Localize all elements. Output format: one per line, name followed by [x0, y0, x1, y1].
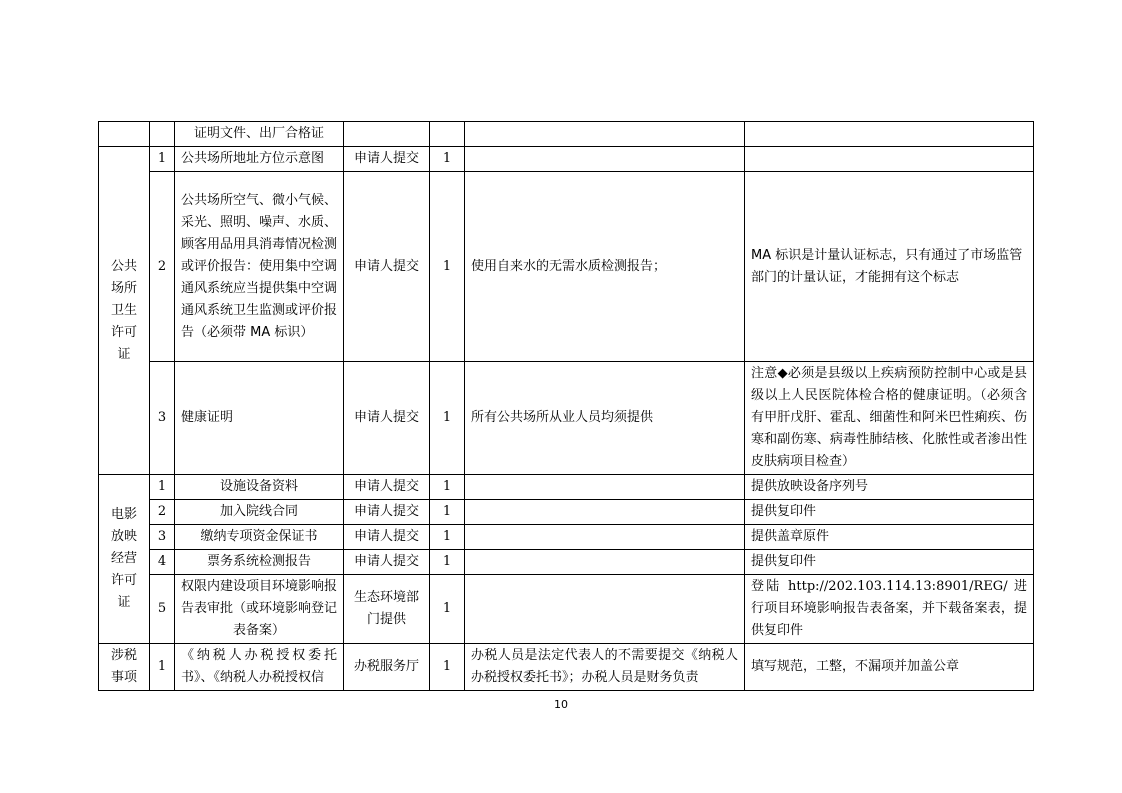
material-cell: 证明文件、出厂合格证: [175, 122, 344, 147]
number-cell: 3: [150, 525, 175, 550]
number-cell: 4: [150, 550, 175, 575]
copies-cell: 1: [430, 500, 465, 525]
copies-cell: 1: [430, 362, 465, 475]
copies-cell: 1: [430, 475, 465, 500]
condition-cell: [465, 122, 745, 147]
table-row: [99, 362, 1034, 475]
material-cell: 设施设备资料: [175, 475, 344, 500]
source-cell: 申请人提交: [344, 500, 430, 525]
material-cell: 公共场所空气、微小气候、采光、照明、噪声、水质、顾客用品用具消毒情况检测或评价报告：使用集中空调通风系统应当提供集中空调通风系统卫生监测或评价报告（必须带 MA 标识）: [175, 172, 344, 362]
table-row: [99, 147, 1034, 172]
copies-cell: 1: [430, 172, 465, 362]
source-cell: 申请人提交: [344, 550, 430, 575]
number-cell: 2: [150, 172, 175, 362]
material-cell: 加入院线合同: [175, 500, 344, 525]
condition-cell: 所有公共场所从业人员均须提供: [465, 362, 745, 475]
table-row: [99, 475, 1034, 500]
number-cell: 1: [150, 147, 175, 172]
note-cell: 填写规范，工整，不漏项并加盖公章: [745, 644, 1034, 691]
number-cell: 1: [150, 644, 175, 691]
material-cell: 健康证明: [175, 362, 344, 475]
source-cell: 生态环境部门提供: [344, 575, 430, 644]
category-cell: 电影放映经营许可证: [99, 475, 150, 644]
source-cell: [344, 122, 430, 147]
table-row: [99, 525, 1034, 550]
condition-cell: [465, 525, 745, 550]
material-cell: 《纳税人办税授权委托书》、《纳税人办税授权信: [175, 644, 344, 691]
number-cell: [150, 122, 175, 147]
number-cell: 5: [150, 575, 175, 644]
number-cell: 2: [150, 500, 175, 525]
note-cell: 提供盖章原件: [745, 525, 1034, 550]
table-row: [99, 550, 1034, 575]
condition-cell: [465, 575, 745, 644]
copies-cell: 1: [430, 147, 465, 172]
table-row: [99, 644, 1034, 691]
copies-cell: [430, 122, 465, 147]
table-row: [99, 575, 1034, 644]
number-cell: 3: [150, 362, 175, 475]
condition-cell: 使用自来水的无需水质检测报告；: [465, 172, 745, 362]
category-cell: 涉税事项: [99, 644, 150, 691]
requirements-table: [98, 121, 1034, 691]
note-cell: 提供复印件: [745, 500, 1034, 525]
note-cell: MA 标识是计量认证标志，只有通过了市场监管部门的计量认证，才能拥有这个标志: [745, 172, 1034, 362]
number-cell: 1: [150, 475, 175, 500]
table-row: [99, 500, 1034, 525]
copies-cell: 1: [430, 575, 465, 644]
condition-cell: 办税人员是法定代表人的不需要提交《纳税人办税授权委托书》；办税人员是财务负责: [465, 644, 745, 691]
source-cell: 申请人提交: [344, 362, 430, 475]
category-cell: [99, 122, 150, 147]
copies-cell: 1: [430, 644, 465, 691]
copies-cell: 1: [430, 525, 465, 550]
note-cell: [745, 122, 1034, 147]
table-row: [99, 122, 1034, 147]
note-cell: [745, 147, 1034, 172]
material-cell: 缴纳专项资金保证书: [175, 525, 344, 550]
source-cell: 申请人提交: [344, 525, 430, 550]
source-cell: 申请人提交: [344, 475, 430, 500]
source-cell: 申请人提交: [344, 172, 430, 362]
condition-cell: [465, 500, 745, 525]
condition-cell: [465, 475, 745, 500]
category-cell: 公共场所卫生许可证: [99, 147, 150, 475]
copies-cell: 1: [430, 550, 465, 575]
note-cell: 登陆 http://202.103.114.13:8901/REG/ 进行项目环境影响报告表备案，并下载备案表，提供复印件: [745, 575, 1034, 644]
source-cell: 办税服务厅: [344, 644, 430, 691]
condition-cell: [465, 550, 745, 575]
source-cell: 申请人提交: [344, 147, 430, 172]
material-cell: 公共场所地址方位示意图: [175, 147, 344, 172]
note-cell: 提供放映设备序列号: [745, 475, 1034, 500]
material-cell: 权限内建设项目环境影响报告表审批（或环境影响登记表备案）: [175, 575, 344, 644]
note-cell: 注意◆必须是县级以上疾病预防控制中心或是县级以上人民医院体检合格的健康证明。（必须含有甲肝戊肝、霍乱、细菌性和阿米巴性痢疾、伤寒和副伤寒、病毒性肺结核、化脓性或者渗出性皮肤病项目检查）: [745, 362, 1034, 475]
material-cell: 票务系统检测报告: [175, 550, 344, 575]
page-number: 10: [554, 698, 568, 711]
note-cell: 提供复印件: [745, 550, 1034, 575]
condition-cell: [465, 147, 745, 172]
table-row: [99, 172, 1034, 362]
